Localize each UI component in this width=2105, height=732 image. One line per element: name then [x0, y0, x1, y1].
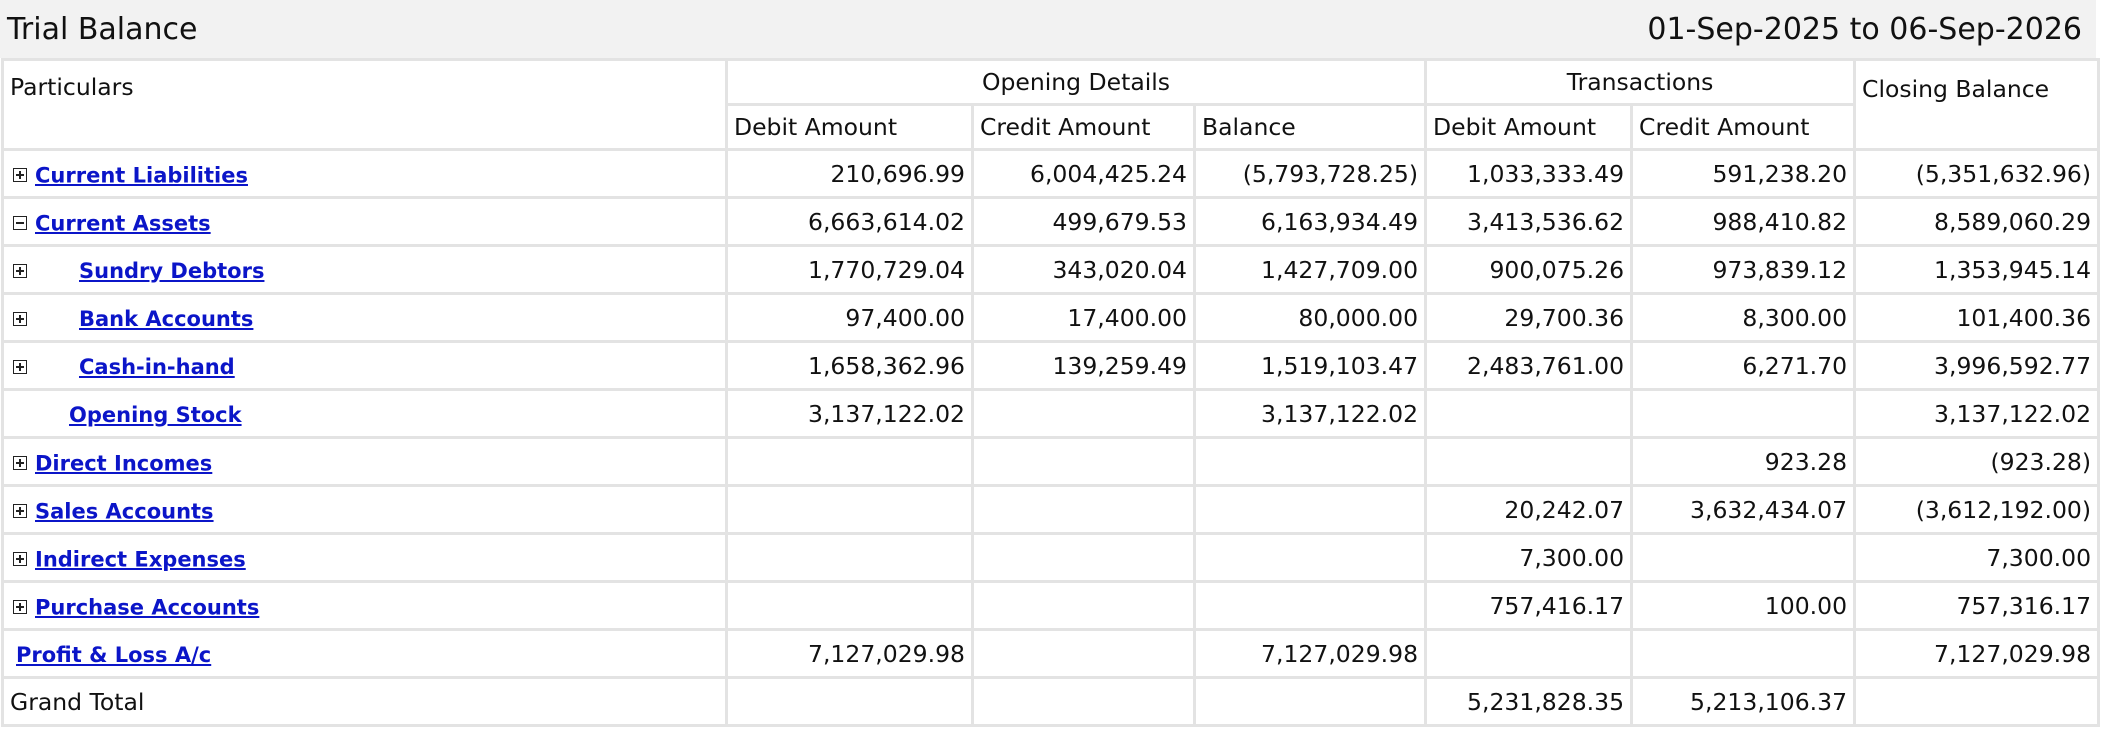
cell-trans-debit: 20,242.07 — [1427, 487, 1630, 532]
cell-opening-credit — [974, 391, 1193, 436]
ledger-group-link[interactable]: Direct Incomes — [35, 451, 213, 475]
cell-closing-balance: (923.28) — [1856, 439, 2097, 484]
cell-trans-credit: 3,632,434.07 — [1633, 487, 1853, 532]
cell-opening-debit: 6,663,614.02 — [728, 199, 971, 244]
cell-opening-credit: 499,679.53 — [974, 199, 1193, 244]
cell-trans-debit: 1,033,333.49 — [1427, 151, 1630, 196]
grand-total-closing-balance — [1856, 679, 2097, 724]
cell-particulars — [4, 151, 725, 196]
cell-opening-credit: 6,004,425.24 — [974, 151, 1193, 196]
report-title: Trial Balance — [7, 12, 198, 47]
cell-trans-debit: 900,075.26 — [1427, 247, 1630, 292]
cell-opening-balance: 1,427,709.00 — [1196, 247, 1424, 292]
cell-trans-credit: 6,271.70 — [1633, 343, 1853, 388]
cell-opening-balance: 80,000.00 — [1196, 295, 1424, 340]
expand-icon[interactable] — [13, 264, 27, 278]
table-row — [4, 151, 2097, 196]
cell-particulars — [4, 535, 725, 580]
cell-particulars — [4, 487, 725, 532]
cell-trans-credit — [1633, 391, 1853, 436]
header-opening-debit: Debit Amount — [728, 106, 971, 148]
cell-closing-balance: 757,316.17 — [1856, 583, 2097, 628]
cell-particulars — [4, 583, 725, 628]
grand-total-opening-balance — [1196, 679, 1424, 724]
cell-opening-balance: (5,793,728.25) — [1196, 151, 1424, 196]
grand-total-trans-debit: 5,231,828.35 — [1427, 679, 1630, 724]
cell-opening-debit: 210,696.99 — [728, 151, 971, 196]
header-row-top — [4, 61, 2097, 103]
cell-opening-balance — [1196, 535, 1424, 580]
cell-closing-balance: (3,612,192.00) — [1856, 487, 2097, 532]
cell-opening-debit: 1,658,362.96 — [728, 343, 971, 388]
cell-closing-balance: 3,996,592.77 — [1856, 343, 2097, 388]
table-row — [4, 247, 2097, 292]
cell-opening-balance — [1196, 583, 1424, 628]
table-row — [4, 535, 2097, 580]
table-row — [4, 199, 2097, 244]
ledger-group-link[interactable]: Current Assets — [35, 211, 211, 235]
cell-opening-credit — [974, 487, 1193, 532]
table-row — [4, 343, 2097, 388]
cell-particulars — [4, 247, 725, 292]
ledger-group-link[interactable]: Sales Accounts — [35, 499, 214, 523]
cell-opening-credit — [974, 631, 1193, 676]
cell-opening-debit: 3,137,122.02 — [728, 391, 971, 436]
cell-particulars — [4, 295, 725, 340]
cell-opening-debit — [728, 487, 971, 532]
grand-total-trans-credit: 5,213,106.37 — [1633, 679, 1853, 724]
header-transactions: Transactions — [1427, 61, 1853, 103]
cell-opening-balance: 1,519,103.47 — [1196, 343, 1424, 388]
cell-opening-credit — [974, 439, 1193, 484]
table-row — [4, 295, 2097, 340]
cell-trans-debit: 3,413,536.62 — [1427, 199, 1630, 244]
cell-opening-balance: 6,163,934.49 — [1196, 199, 1424, 244]
cell-trans-debit — [1427, 631, 1630, 676]
ledger-group-link[interactable]: Sundry Debtors — [79, 259, 265, 283]
expand-icon[interactable] — [13, 552, 27, 566]
collapse-icon[interactable] — [13, 216, 27, 230]
cell-trans-debit: 757,416.17 — [1427, 583, 1630, 628]
cell-particulars — [4, 199, 725, 244]
cell-trans-credit — [1633, 535, 1853, 580]
cell-opening-balance — [1196, 487, 1424, 532]
cell-opening-balance: 3,137,122.02 — [1196, 391, 1424, 436]
cell-opening-balance — [1196, 439, 1424, 484]
cell-trans-debit — [1427, 391, 1630, 436]
cell-particulars — [4, 631, 725, 676]
cell-opening-balance: 7,127,029.98 — [1196, 631, 1424, 676]
table-row — [4, 391, 2097, 436]
cell-opening-debit: 97,400.00 — [728, 295, 971, 340]
header-closing-balance: Closing Balance — [1856, 61, 2097, 148]
cell-closing-balance: 1,353,945.14 — [1856, 247, 2097, 292]
expand-icon[interactable] — [13, 600, 27, 614]
header-opening-balance: Balance — [1196, 106, 1424, 148]
cell-closing-balance: 3,137,122.02 — [1856, 391, 2097, 436]
cell-trans-credit: 591,238.20 — [1633, 151, 1853, 196]
cell-trans-credit: 973,839.12 — [1633, 247, 1853, 292]
cell-trans-credit: 100.00 — [1633, 583, 1853, 628]
ledger-group-link[interactable]: Bank Accounts — [79, 307, 254, 331]
expand-icon[interactable] — [13, 168, 27, 182]
cell-closing-balance: 7,127,029.98 — [1856, 631, 2097, 676]
report-period: 01-Sep-2025 to 06-Sep-2026 — [1647, 12, 2082, 47]
grand-total-opening-debit — [728, 679, 971, 724]
ledger-group-link[interactable]: Current Liabilities — [35, 163, 248, 187]
cell-trans-debit: 29,700.36 — [1427, 295, 1630, 340]
expand-icon[interactable] — [13, 312, 27, 326]
ledger-group-link[interactable]: Profit & Loss A/c — [16, 643, 212, 667]
header-trans-debit: Debit Amount — [1427, 106, 1630, 148]
cell-opening-debit — [728, 439, 971, 484]
report-title-bar — [0, 0, 2096, 58]
cell-opening-credit — [974, 535, 1193, 580]
cell-particulars — [4, 343, 725, 388]
cell-trans-credit: 923.28 — [1633, 439, 1853, 484]
grand-total-label: Grand Total — [4, 679, 725, 724]
cell-opening-debit — [728, 535, 971, 580]
cell-trans-debit: 2,483,761.00 — [1427, 343, 1630, 388]
cell-trans-credit: 8,300.00 — [1633, 295, 1853, 340]
cell-closing-balance: (5,351,632.96) — [1856, 151, 2097, 196]
table-row — [4, 487, 2097, 532]
cell-opening-credit: 139,259.49 — [974, 343, 1193, 388]
header-opening-details: Opening Details — [728, 61, 1424, 103]
cell-particulars — [4, 439, 725, 484]
cell-particulars — [4, 391, 725, 436]
table-row — [4, 583, 2097, 628]
cell-trans-credit: 988,410.82 — [1633, 199, 1853, 244]
expand-icon[interactable] — [13, 360, 27, 374]
expand-icon[interactable] — [13, 504, 27, 518]
cell-trans-credit — [1633, 631, 1853, 676]
cell-closing-balance: 101,400.36 — [1856, 295, 2097, 340]
grand-total-row — [4, 679, 2097, 724]
cell-closing-balance: 7,300.00 — [1856, 535, 2097, 580]
trial-balance-table — [1, 58, 2100, 727]
cell-opening-credit: 343,020.04 — [974, 247, 1193, 292]
ledger-group-link[interactable]: Cash-in-hand — [79, 355, 235, 379]
table-row — [4, 439, 2097, 484]
cell-opening-credit — [974, 583, 1193, 628]
cell-closing-balance: 8,589,060.29 — [1856, 199, 2097, 244]
ledger-group-link[interactable]: Indirect Expenses — [35, 547, 246, 571]
cell-opening-debit: 7,127,029.98 — [728, 631, 971, 676]
ledger-group-link[interactable]: Purchase Accounts — [35, 595, 260, 619]
ledger-group-link[interactable]: Opening Stock — [69, 403, 242, 427]
cell-opening-debit — [728, 583, 971, 628]
cell-opening-credit: 17,400.00 — [974, 295, 1193, 340]
header-opening-credit: Credit Amount — [974, 106, 1193, 148]
grand-total-opening-credit — [974, 679, 1193, 724]
cell-trans-debit — [1427, 439, 1630, 484]
cell-opening-debit: 1,770,729.04 — [728, 247, 971, 292]
header-particulars: Particulars — [4, 61, 725, 148]
header-trans-credit: Credit Amount — [1633, 106, 1853, 148]
cell-trans-debit: 7,300.00 — [1427, 535, 1630, 580]
table-row — [4, 631, 2097, 676]
expand-icon[interactable] — [13, 456, 27, 470]
